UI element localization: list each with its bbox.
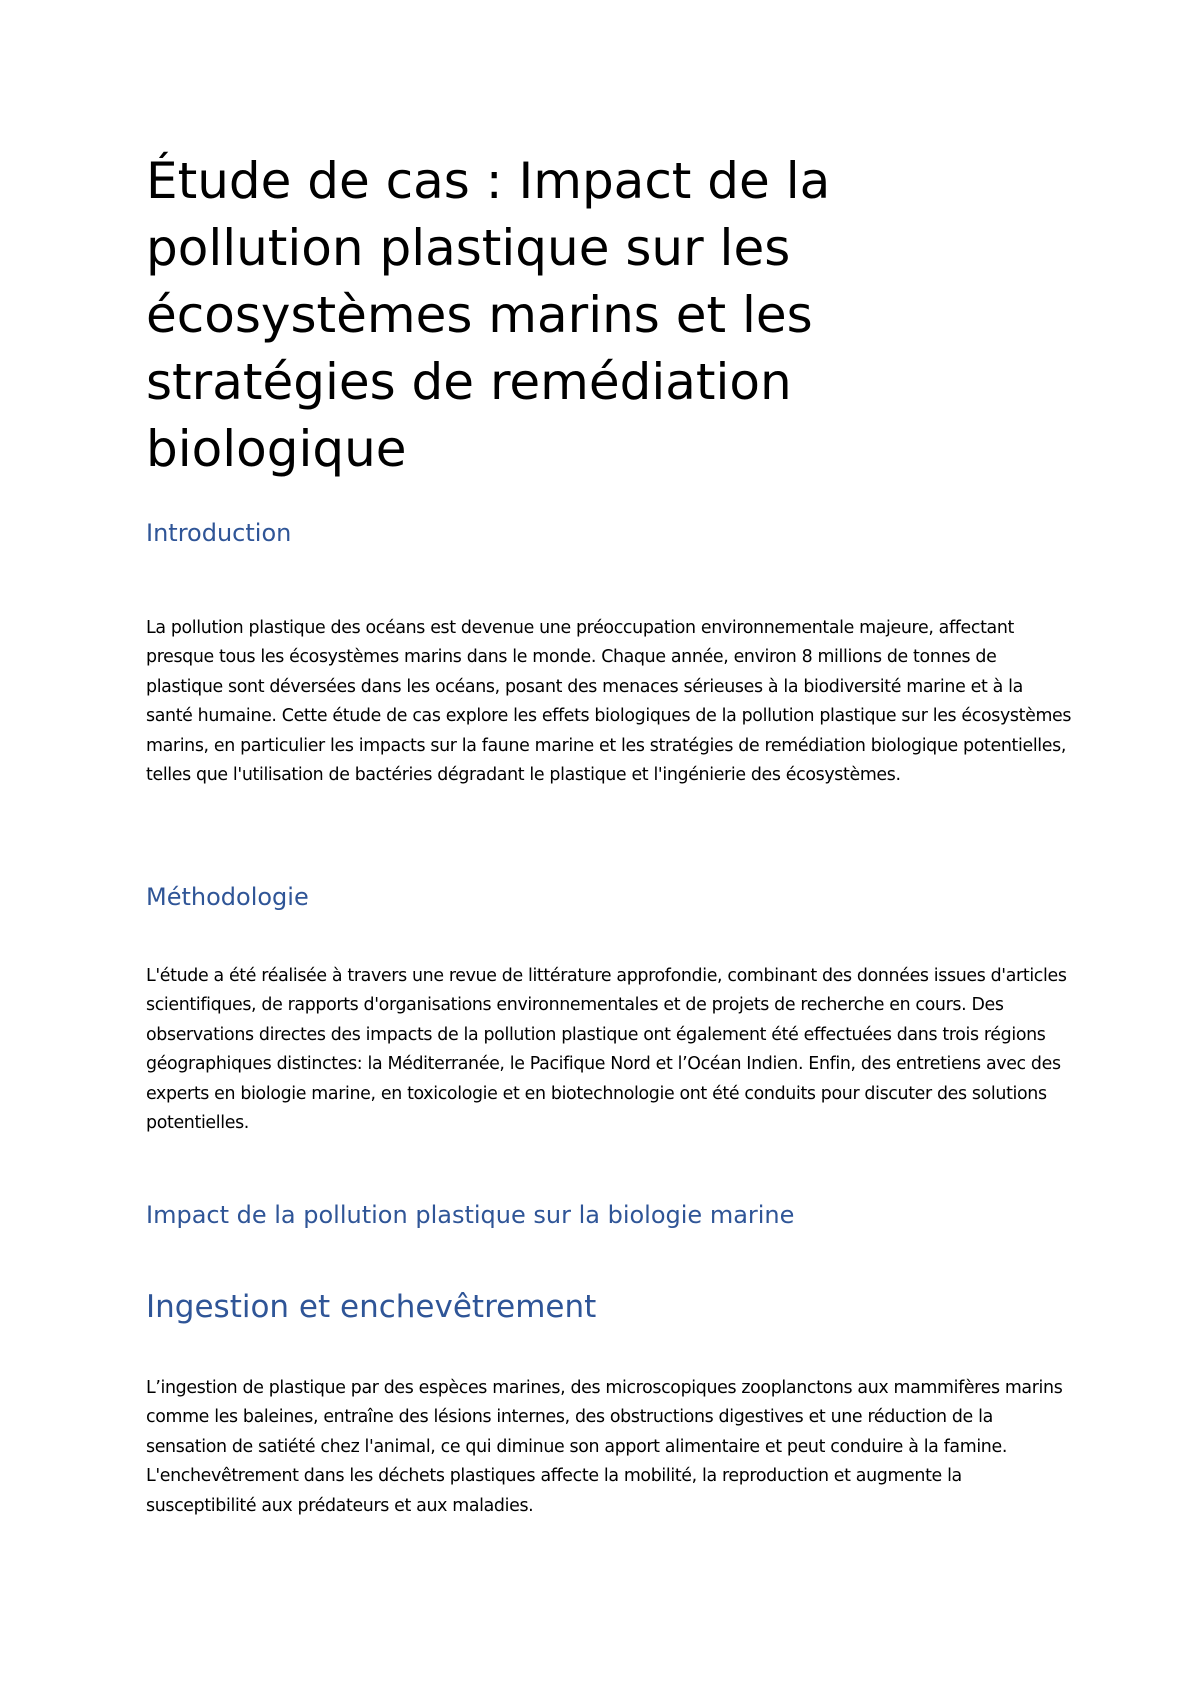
paragraph-ingestion: L’ingestion de plastique par des espèces marines, des microscopiques zooplanctons aux mammifères marins comme les baleines, entraîne des lésions internes, des obstructions digestives et une réduction de la sensation de satiété chez l'animal, ce qui diminue son apport alimentaire et peut conduire à la famine. L'enchevêtrement dans les déchets plastiques affecte la mobilité, la reproduction et augmente la susceptibilité aux prédateurs et aux maladies. [146,1378,1063,1516]
heading-ingestion: Ingestion et enchevêtrement [146,1289,597,1325]
heading-methodologie: Méthodologie [146,883,309,911]
paragraph-introduction: La pollution plastique des océans est devenue une préoccupation environnementale majeure, affectant presque tous les écosystèmes marins dans le monde. Chaque année, environ 8 millions de tonnes de plastique sont déversées dans les océans, posant des menaces sérieuses à la biodiversité marine et à la santé humaine. Cette étude de cas explore les effets biologiques de la pollution plastique sur les écosystèmes marins, en particulier les impacts sur la faune marine et les stratégies de remédiation biologique potentielles, telles que l'utilisation de bactéries dégradant le plastique et l'ingénierie des écosystèmes. [146,618,1072,786]
heading-impact: Impact de la pollution plastique sur la biologie marine [146,1201,795,1229]
heading-introduction: Introduction [146,519,292,547]
paragraph-methodologie: L'étude a été réalisée à travers une revue de littérature approfondie, combinant des données issues d'articles scientifiques, de rapports d'organisations environnementales et de projets de recherche en cours. Des observations directes des impacts de la pollution plastique ont également été effectuées dans trois régions géographiques distinctes: la Méditerranée, le Pacifique Nord et l’Océan Indien. Enfin, des entretiens avec des experts en biologie marine, en toxicologie et en biotechnologie ont été conduits pour discuter des solutions potentielles. [146,966,1067,1134]
document-title: Étude de cas : Impact de la pollution plastique sur les écosystèmes marins et les stratégies de remédiation biologique [146,152,831,478]
